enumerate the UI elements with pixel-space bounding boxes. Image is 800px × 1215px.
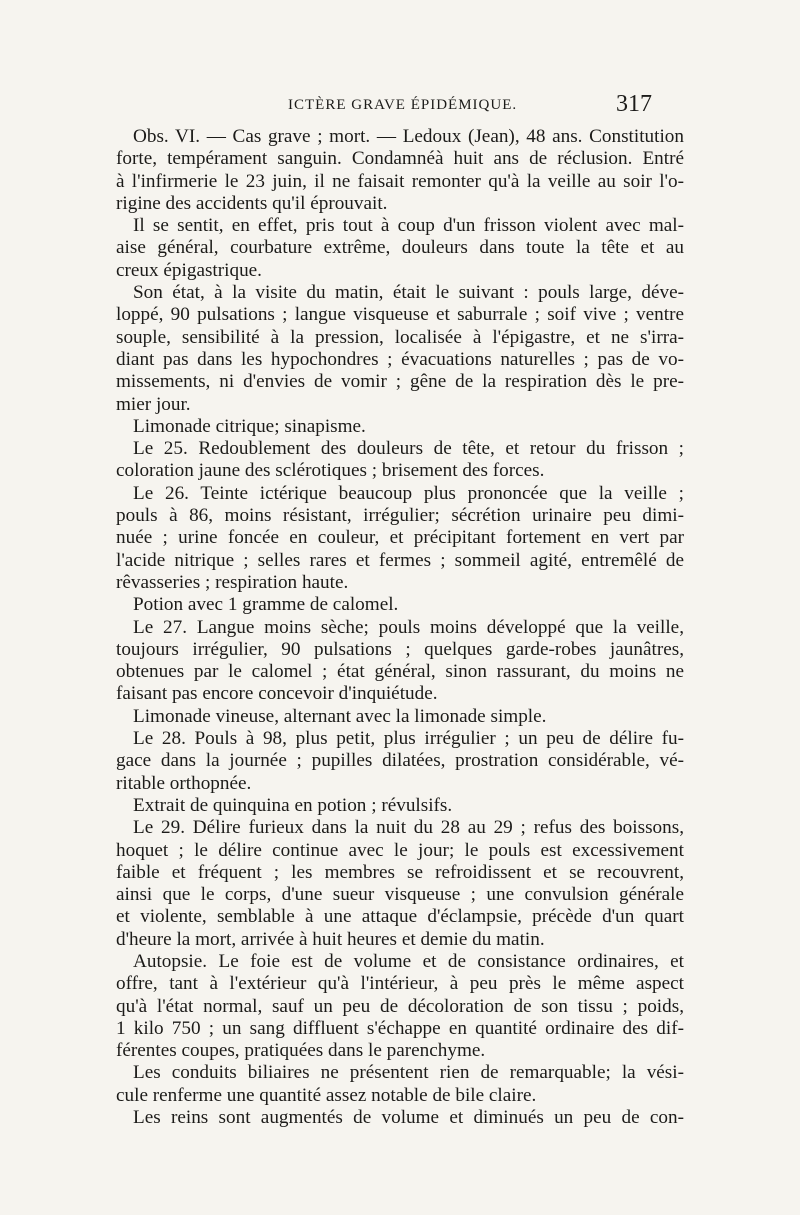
text-line: aise général, courbature extrême, douleurs dans toute la tête et au bbox=[116, 237, 684, 259]
text-line: offre, tant à l'extérieur qu'à l'intérieur, à peu près le même aspect bbox=[116, 973, 684, 995]
text-line: Extrait de quinquina en potion ; révulsifs. bbox=[133, 794, 453, 816]
text-line: Limonade vineuse, alternant avec la limonade simple. bbox=[133, 705, 547, 727]
text-line: Le 28. Pouls à 98, plus petit, plus irrégulier ; un peu de délire fu- bbox=[133, 728, 684, 750]
text-line: faisant pas encore concevoir d'inquiétude. bbox=[116, 683, 438, 705]
text-line: forte, tempérament sanguin. Condamnéà huit ans de réclusion. Entré bbox=[116, 148, 684, 170]
text-line: d'heure la mort, arrivée à huit heures et demie du matin. bbox=[116, 928, 545, 950]
text-line: loppé, 90 pulsations ; langue visqueuse et saburrale ; soif vive ; ventre bbox=[116, 304, 684, 326]
text-line: férentes coupes, pratiquées dans le parenchyme. bbox=[116, 1040, 486, 1062]
text-line: mier jour. bbox=[116, 393, 191, 415]
text-line: faible et fréquent ; les membres se refroidissent et se recouvrent, bbox=[116, 861, 684, 883]
running-title: ICTÈRE GRAVE ÉPIDÉMIQUE. bbox=[288, 97, 518, 113]
text-line: Le 27. Langue moins sèche; pouls moins développé que la veille, bbox=[133, 616, 684, 638]
text-line: Limonade citrique; sinapisme. bbox=[133, 415, 366, 437]
text-line: ritable orthopnée. bbox=[116, 772, 252, 794]
text-line: Les reins sont augmentés de volume et diminués un peu de con- bbox=[133, 1107, 684, 1129]
text-line: et violente, semblable à une attaque d'éclampsie, précède d'un quart bbox=[116, 906, 684, 928]
text-line: creux épigastrique. bbox=[116, 259, 262, 281]
text-line: rêvasseries ; respiration haute. bbox=[116, 571, 349, 593]
body-text bbox=[116, 126, 684, 1129]
text-line: l'acide nitrique ; selles rares et fermes ; sommeil agité, entremêlé de bbox=[116, 549, 684, 571]
text-line: pouls à 86, moins résistant, irrégulier; sécrétion urinaire peu dimi- bbox=[116, 505, 684, 527]
text-line: Il se sentit, en effet, pris tout à coup d'un frisson violent avec mal- bbox=[133, 215, 684, 237]
text-line: obtenues par le calomel ; état général, sinon rassurant, du moins ne bbox=[116, 661, 684, 683]
text-line: Autopsie. Le foie est de volume et de consistance ordinaires, et bbox=[133, 950, 684, 972]
text-line: Le 26. Teinte ictérique beaucoup plus prononcée que la veille ; bbox=[133, 482, 684, 504]
text-line: Les conduits biliaires ne présentent rien de remarquable; la vési- bbox=[133, 1062, 684, 1084]
text-line: nuée ; urine foncée en couleur, et précipitant fortement en vert par bbox=[116, 527, 684, 549]
text-line: cule renferme une quantité assez notable de bile claire. bbox=[116, 1084, 537, 1106]
page-number: 317 bbox=[616, 91, 652, 117]
text-line: Le 25. Redoublement des douleurs de tête, et retour du frisson ; bbox=[133, 438, 684, 460]
text-line: Potion avec 1 gramme de calomel. bbox=[133, 594, 399, 616]
text-line: Obs. VI. — Cas grave ; mort. — Ledoux (Jean), 48 ans. Constitution bbox=[133, 126, 684, 147]
text-line: rigine des accidents qu'il éprouvait. bbox=[116, 192, 388, 214]
text-line: qu'à l'état normal, sauf un peu de décoloration de son tissu ; poids, bbox=[116, 995, 684, 1017]
running-head bbox=[0, 93, 800, 123]
text-line: gace dans la journée ; pupilles dilatées, prostration considérable, vé- bbox=[116, 750, 684, 772]
text-line: toujours irrégulier, 90 pulsations ; quelques garde-robes jaunâtres, bbox=[116, 638, 684, 660]
text-line: à l'infirmerie le 23 juin, il ne faisait remonter qu'à la veille au soir l'o- bbox=[116, 170, 684, 192]
text-line: souple, sensibilité à la pression, localisée à l'épigastre, et ne s'irra- bbox=[116, 326, 684, 348]
text-line: missements, ni d'envies de vomir ; gêne de la respiration dès le pre- bbox=[116, 371, 684, 393]
text-line: hoquet ; le délire continue avec le jour; le pouls est excessivement bbox=[116, 839, 684, 861]
text-line: Son état, à la visite du matin, était le suivant : pouls large, déve- bbox=[133, 282, 684, 304]
text-line: ainsi que le corps, d'une sueur visqueuse ; une convulsion générale bbox=[116, 884, 684, 906]
text-line: Le 29. Délire furieux dans la nuit du 28 au 29 ; refus des boissons, bbox=[133, 817, 684, 839]
text-line: coloration jaune des sclérotiques ; brisement des forces. bbox=[116, 460, 545, 482]
text-line: 1 kilo 750 ; un sang diffluent s'échappe en quantité ordinaire des dif- bbox=[116, 1017, 684, 1039]
text-line: diant pas dans les hypochondres ; évacuations naturelles ; pas de vo- bbox=[116, 348, 684, 370]
